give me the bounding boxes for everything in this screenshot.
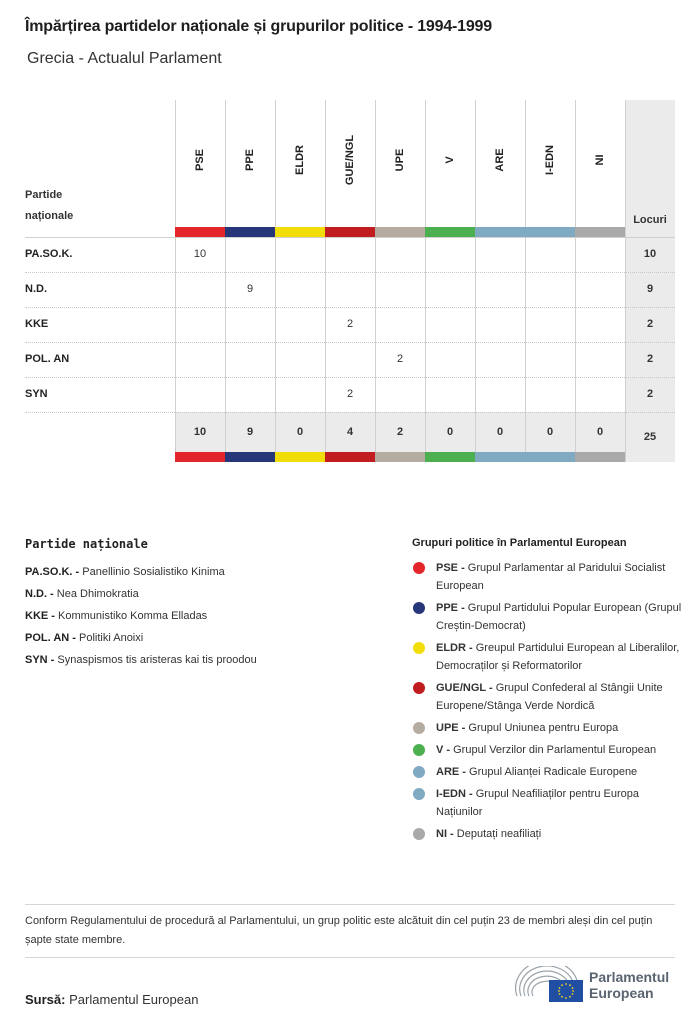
group-color-dot-icon [413,766,425,778]
party-name: KKE [25,318,49,330]
row-header-line2: naționale [25,210,74,222]
group-color-dot-icon [413,828,425,840]
group-full-name: Deputați neafiliați [456,828,542,840]
group-abbr: I-EDN - [436,788,473,800]
seat-cell: 10 [193,248,207,260]
hemicycle-flag-icon [515,966,587,1004]
group-legend-item [412,825,682,843]
group-color-bar [325,227,375,237]
row-divider [25,272,675,273]
group-color-dot-icon [413,642,425,654]
group-legend-item [412,599,682,635]
total-column-label: Locuri [633,214,667,226]
party-full-name: Synaspismos tis aristeras kai tis proodou [57,654,257,666]
column-header-are [475,100,525,227]
national-legend-item [25,649,257,671]
group-color-bar [475,452,525,462]
party-full-name: Panellinio Sosialistiko Kinima [82,566,225,578]
party-name: N.D. [25,283,47,295]
group-abbr: PPE - [436,602,465,614]
row-divider [25,377,675,378]
source-value: Parlamentul European [69,992,199,1007]
seat-cell: 9 [246,283,254,295]
column-total: 0 [546,426,554,438]
group-color-dot-icon [413,562,425,574]
divider [25,957,675,958]
party-abbr: PA.SO.K. - [25,566,80,578]
column-header-ni [575,100,625,227]
group-full-name: Grupul Verzilor din Parlamentul European [453,744,657,756]
row-divider [25,412,675,413]
column-header-label: PPE [244,148,256,172]
column-total: 0 [296,426,304,438]
column-total: 0 [596,426,604,438]
group-color-bar [425,227,475,237]
group-full-name: Grupul Confederal al Stângii Unite Europene/Stânga Verde Nordică [436,682,663,712]
group-color-bar [475,227,525,237]
group-color-bar [575,227,625,237]
party-abbr: POL. AN - [25,632,76,644]
group-color-bar [225,227,275,237]
national-legend-item [25,605,257,627]
column-total: 10 [193,426,207,438]
group-color-bar [525,227,575,237]
group-color-dot-icon [413,744,425,756]
party-name: SYN [25,388,48,400]
group-full-name: Grupul Alianței Radicale Europene [469,766,638,778]
group-color-dot-icon [413,788,425,800]
chart-subtitle: Grecia - Actualul Parlament [27,50,222,67]
column-header-label: GUE/NGL [344,134,356,186]
seat-cell: 2 [396,353,404,365]
column-header-label: UPE [394,148,406,172]
party-abbr: N.D. - [25,588,54,600]
group-legend-item [412,639,682,675]
column-total: 9 [246,426,254,438]
source-line [25,992,198,1007]
rules-note: Conform Regulamentului de procedură al Parlamentului, un grup politic este alcătuit din cel puțin 23 de membri aleși din cel puțin șapte state membre. [25,915,653,946]
grand-total: 25 [643,431,657,443]
column-header-ppe [225,100,275,227]
national-legend-item [25,561,257,583]
row-divider [25,307,675,308]
party-abbr: KKE - [25,610,55,622]
group-color-bar [325,452,375,462]
party-name: POL. AN [25,353,70,365]
column-total: 0 [496,426,504,438]
row-total: 2 [646,388,654,400]
party-full-name: Kommunistiko Komma Elladas [58,610,208,622]
group-legend-item [412,785,682,821]
group-full-name: Grupul Parlamentar al Paridului Socialist European [436,562,666,592]
group-color-bar [175,227,225,237]
group-color-dot-icon [413,602,425,614]
column-header-label: I-EDN [544,145,556,175]
column-header-label: NI [594,154,606,166]
group-abbr: ELDR - [436,642,473,654]
group-legend-item [412,679,682,715]
column-total: 2 [396,426,404,438]
party-full-name: Politiki Anoixi [79,632,144,644]
column-total: 4 [346,426,354,438]
group-color-bar [525,452,575,462]
group-full-name: Grupul Neafiliaților pentru Europa Națiunilor [436,788,639,818]
group-abbr: NI - [436,828,454,840]
group-color-bar [225,452,275,462]
political-groups-legend [412,537,682,847]
row-header-line1: Partide [25,189,63,201]
group-abbr: V - [436,744,451,756]
party-name: PA.SO.K. [25,248,73,260]
header-divider [25,237,675,238]
column-header-label: V [444,156,456,164]
party-full-name: Nea Dhimokratia [56,588,139,600]
column-header-upe [375,100,425,227]
groups-legend-title: Grupuri politice în Parlamentul European [412,537,627,549]
group-color-bar [425,452,475,462]
group-abbr: PSE - [436,562,465,574]
logo-line1: Parlamentul [589,969,670,985]
row-divider [25,342,675,343]
group-full-name: Greupul Partidului European al Liberalilor, Democraților și Reformatorilor [436,642,680,672]
column-header-pse [175,100,225,227]
european-parliament-logo [515,966,680,1006]
row-total: 2 [646,353,654,365]
national-legend-title: Partide naționale [25,537,148,551]
divider [25,904,675,905]
column-total: 0 [446,426,454,438]
group-legend-item [412,763,682,781]
national-parties-legend [25,537,257,671]
group-legend-item [412,719,682,737]
group-full-name: Grupul Uniunea pentru Europa [468,722,619,734]
chart-title: Împărțirea partidelor naționale și grupurilor politice - 1994-1999 [25,18,492,35]
national-legend-item [25,583,257,605]
group-legend-item [412,559,682,595]
group-abbr: UPE - [436,722,466,734]
source-label: Sursă: [25,992,66,1007]
row-header-label [25,185,73,227]
group-full-name: Grupul Partidului Popular European (Grupul Creștin-Democrat) [436,602,682,632]
column-header-eldr [275,100,325,227]
group-color-bar [375,227,425,237]
logo-text [589,969,669,1001]
row-total: 10 [643,248,657,260]
group-color-bar [175,452,225,462]
column-header-iedn [525,100,575,227]
logo-line2: European [589,985,654,1001]
column-divider [625,100,675,462]
seat-cell: 2 [346,318,354,330]
group-color-bar [575,452,625,462]
national-legend-item [25,627,257,649]
column-header-label: ARE [494,148,506,172]
column-header-label: PSE [194,148,206,172]
row-total: 9 [646,283,654,295]
seat-cell: 2 [346,388,354,400]
group-color-bar [375,452,425,462]
row-total: 2 [646,318,654,330]
group-color-dot-icon [413,682,425,694]
group-color-bar [275,227,325,237]
group-legend-item [412,741,682,759]
column-header-guengl [325,100,375,227]
column-header-label: ELDR [294,145,306,175]
column-header-v [425,100,475,227]
group-abbr: ARE - [436,766,466,778]
group-color-bar [275,452,325,462]
group-abbr: GUE/NGL - [436,682,493,694]
party-abbr: SYN - [25,654,55,666]
group-color-dot-icon [413,722,425,734]
